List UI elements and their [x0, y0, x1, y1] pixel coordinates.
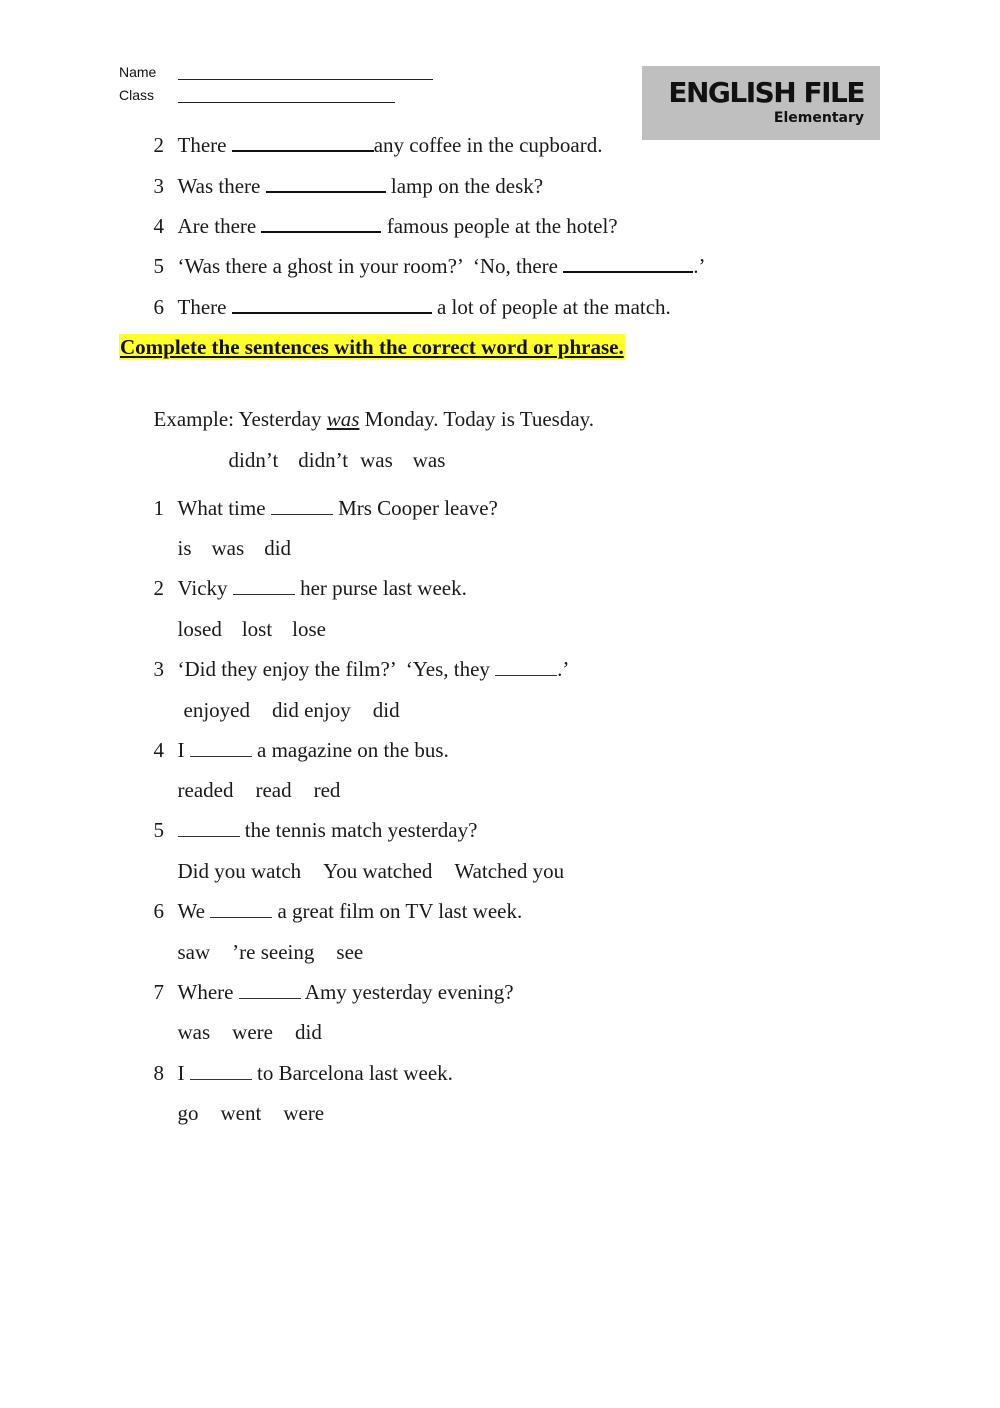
answer-option[interactable]: did — [264, 536, 292, 560]
answer-option[interactable]: enjoyed — [183, 698, 250, 722]
answer-option[interactable]: read — [255, 778, 292, 802]
item-text-before: ‘Did they enjoy the film?’ ‘Yes, they — [177, 657, 496, 681]
item-number: 5 — [153, 818, 164, 842]
item-text-before: I — [177, 738, 190, 762]
example-option: was — [360, 448, 393, 472]
answer-option[interactable]: You watched — [323, 859, 433, 883]
answer-option[interactable]: lose — [292, 617, 326, 641]
answer-blank[interactable] — [232, 294, 432, 314]
answer-option[interactable]: go — [177, 1101, 199, 1125]
item-text-before: I — [177, 1061, 190, 1085]
item-text-after: famous people at the hotel? — [381, 214, 618, 238]
item-number: 4 — [153, 738, 164, 762]
example-option: didn’t — [228, 448, 279, 472]
answer-option[interactable]: see — [336, 940, 364, 964]
item-text-before: ‘Was there a ghost in your room?’ ‘No, there — [177, 254, 564, 278]
item-text-before: Are there — [177, 214, 262, 238]
answer-option[interactable]: lost — [241, 617, 273, 641]
item-text-before: We — [177, 899, 211, 923]
answer-option[interactable]: went — [220, 1101, 262, 1125]
answer-option[interactable]: did — [294, 1020, 322, 1044]
example-option: didn’t — [298, 448, 349, 472]
item-text-after: to Barcelona last week. — [251, 1061, 453, 1085]
answer-option[interactable]: ’re seeing — [232, 940, 315, 964]
item-text-after: a magazine on the bus. — [251, 738, 449, 762]
item-number: 3 — [153, 657, 164, 681]
item-number: 6 — [153, 899, 164, 923]
item-text-after: Amy yesterday evening? — [300, 980, 514, 1004]
answer-option[interactable]: readed — [177, 778, 234, 802]
item-number: 2 — [153, 133, 164, 157]
item-text-before: Vicky — [177, 576, 233, 600]
item-text-after: .’ — [557, 657, 570, 681]
logo-title: ENGLISH FILE — [668, 76, 864, 109]
english-file-logo — [642, 66, 880, 140]
answer-option[interactable]: saw — [177, 940, 211, 964]
answer-blank[interactable] — [495, 657, 557, 676]
answer-option[interactable]: Did you watch — [177, 859, 302, 883]
answer-option[interactable]: red — [313, 778, 341, 802]
item-text-before: Where — [177, 980, 239, 1004]
item-text-after: her purse last week. — [294, 576, 467, 600]
logo-subtitle: Elementary — [773, 110, 864, 126]
answer-option[interactable]: is — [177, 536, 192, 560]
item-text-before: There — [177, 295, 232, 319]
name-field[interactable] — [178, 79, 433, 80]
example-prefix: Example: Yesterday — [153, 407, 327, 431]
name-label: Name — [119, 64, 157, 80]
item-text-before: There — [177, 133, 232, 157]
item-text-after: lamp on the desk? — [385, 174, 544, 198]
answer-option[interactable]: Watched you — [454, 859, 565, 883]
item-text-after: Mrs Cooper leave? — [332, 496, 498, 520]
answer-option[interactable]: were — [232, 1020, 273, 1044]
item-text-after: .’ — [693, 254, 706, 278]
answer-option[interactable]: were — [283, 1101, 325, 1125]
answer-option[interactable]: was — [177, 1020, 211, 1044]
instruction-heading: Complete the sentences with the correct word or phrase. — [120, 335, 624, 359]
item-number: 6 — [153, 295, 164, 319]
item-number: 5 — [153, 254, 164, 278]
answer-option[interactable]: losed — [177, 617, 222, 641]
item-number: 3 — [153, 174, 164, 198]
example-answer: was — [326, 407, 360, 431]
item-number: 7 — [153, 980, 164, 1004]
item-text-before: Was there — [177, 174, 266, 198]
item-text-after: a lot of people at the match. — [431, 295, 671, 319]
example-suffix: Monday. Today is Tuesday. — [359, 407, 595, 431]
example-option: was — [412, 448, 446, 472]
item-text-before: What time — [177, 496, 271, 520]
item-number: 4 — [153, 214, 164, 238]
class-label: Class — [119, 87, 155, 103]
item-text-after: any coffee in the cupboard. — [373, 133, 603, 157]
answer-option[interactable]: did enjoy — [271, 698, 351, 722]
item-text-after: a great film on TV last week. — [272, 899, 523, 923]
item-8-options — [167, 1077, 324, 1125]
item-number: 1 — [153, 496, 164, 520]
item-number: 2 — [153, 576, 164, 600]
item-number: 8 — [153, 1061, 164, 1085]
answer-option[interactable]: was — [211, 536, 245, 560]
part-a-item-6 — [143, 270, 671, 319]
item-text-after: the tennis match yesterday? — [239, 818, 478, 842]
answer-option[interactable]: did — [372, 698, 400, 722]
class-field[interactable] — [178, 102, 395, 103]
example-options — [218, 424, 445, 472]
